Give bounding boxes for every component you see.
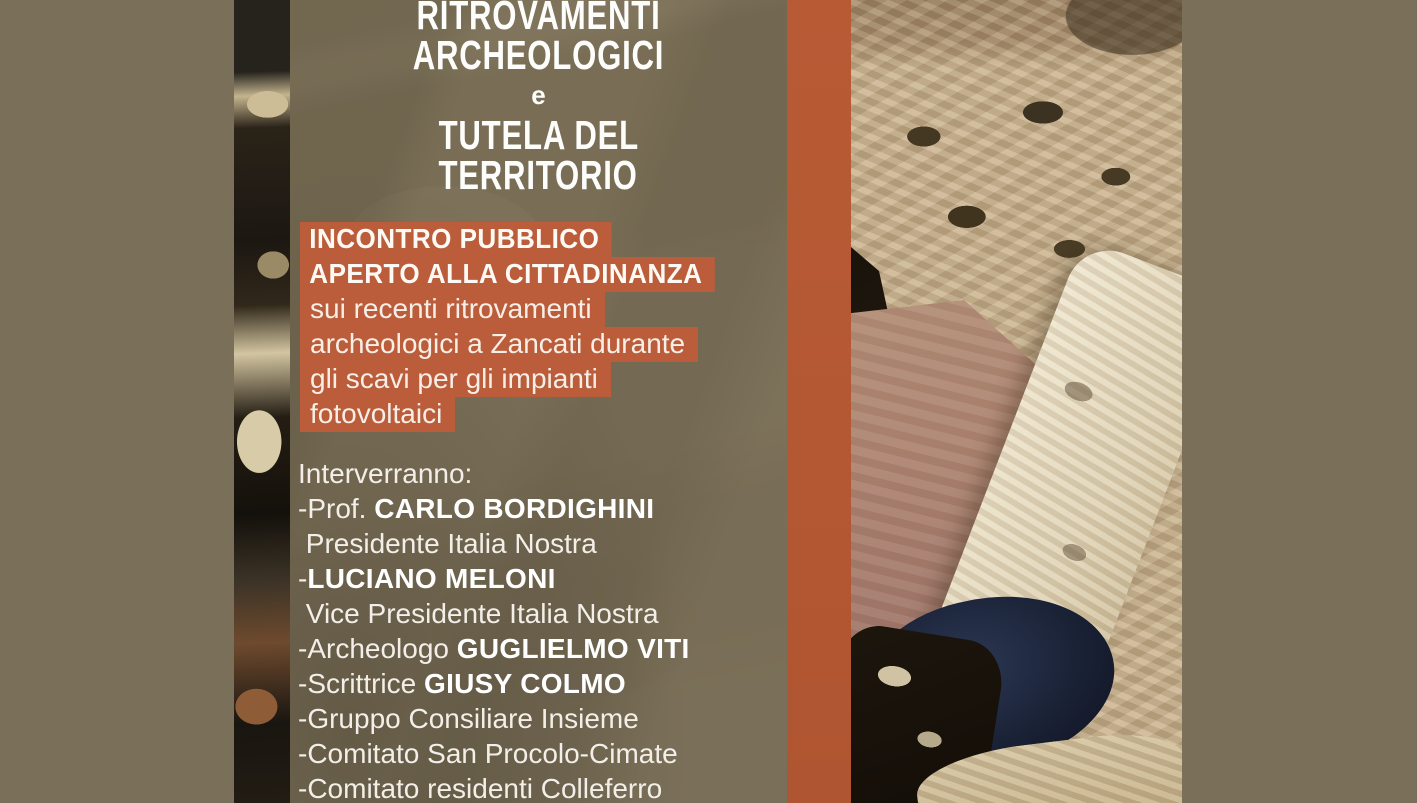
speaker-name: CARLO BORDIGHINI (374, 493, 655, 524)
speaker-role: -Archeologo (298, 633, 457, 664)
highlight-line (300, 327, 746, 362)
speaker-role: -Scrittrice (298, 668, 424, 699)
speakers-header: Interverranno: (298, 458, 473, 489)
title-line-4-text: TERRITORIO (438, 152, 639, 198)
background-photo-edge (234, 0, 290, 803)
speaker-line (298, 596, 690, 631)
highlight-line (300, 257, 746, 292)
poster-text-column (290, 0, 787, 803)
excavation-photo (851, 0, 1182, 803)
title-line-2-text: ARCHEOLOGICI (412, 32, 665, 78)
speakers-list (298, 456, 690, 803)
speaker-role: - (298, 563, 308, 594)
title-line-3-text: TUTELA DEL (438, 112, 639, 158)
title-line-4 (290, 152, 787, 198)
highlight-line-text: gli scavi per gli impianti (300, 362, 611, 397)
speaker-role: -Gruppo Consiliare Insieme (298, 703, 639, 734)
speaker-role: -Prof. (298, 493, 375, 524)
title-connector: e (531, 80, 546, 110)
highlight-line (300, 397, 746, 432)
highlight-line-text: archeologici a Zancati durante (300, 327, 698, 362)
speaker-name: LUCIANO MELONI (307, 563, 556, 594)
highlight-line-text: APERTO ALLA CITTADINANZA (300, 257, 714, 292)
speaker-line (298, 701, 690, 736)
speaker-role: Presidente Italia Nostra (298, 528, 597, 559)
speaker-line (298, 526, 690, 561)
highlight-line-text: sui recenti ritrovamenti (300, 292, 605, 327)
speaker-role: -Comitato residenti Colleferro (298, 773, 663, 803)
speaker-line (298, 771, 690, 803)
speaker-line (298, 736, 690, 771)
speaker-line (298, 666, 690, 701)
accent-stripe (787, 0, 851, 803)
highlight-line-text: INCONTRO PUBBLICO (300, 222, 611, 257)
title-line-1-text: RITROVAMENTI (416, 0, 661, 38)
speaker-name: GIUSY COLMO (424, 668, 626, 699)
speaker-role: Vice Presidente Italia Nostra (298, 598, 659, 629)
highlight-line (300, 362, 746, 397)
highlight-line (300, 222, 746, 257)
speaker-role: -Comitato San Procolo-Cimate (298, 738, 678, 769)
highlight-line (300, 292, 746, 327)
speaker-line (298, 631, 690, 666)
title-line-2 (290, 32, 787, 78)
speaker-line (298, 561, 690, 596)
speaker-line (298, 491, 690, 526)
highlight-announcement (300, 222, 746, 432)
speaker-name: GUGLIELMO VITI (456, 633, 690, 664)
highlight-line-text: fotovoltaici (300, 397, 455, 432)
title-line-3 (290, 112, 787, 158)
title-line-1 (290, 0, 787, 38)
event-poster (234, 0, 1182, 803)
poster-title (290, 0, 787, 198)
